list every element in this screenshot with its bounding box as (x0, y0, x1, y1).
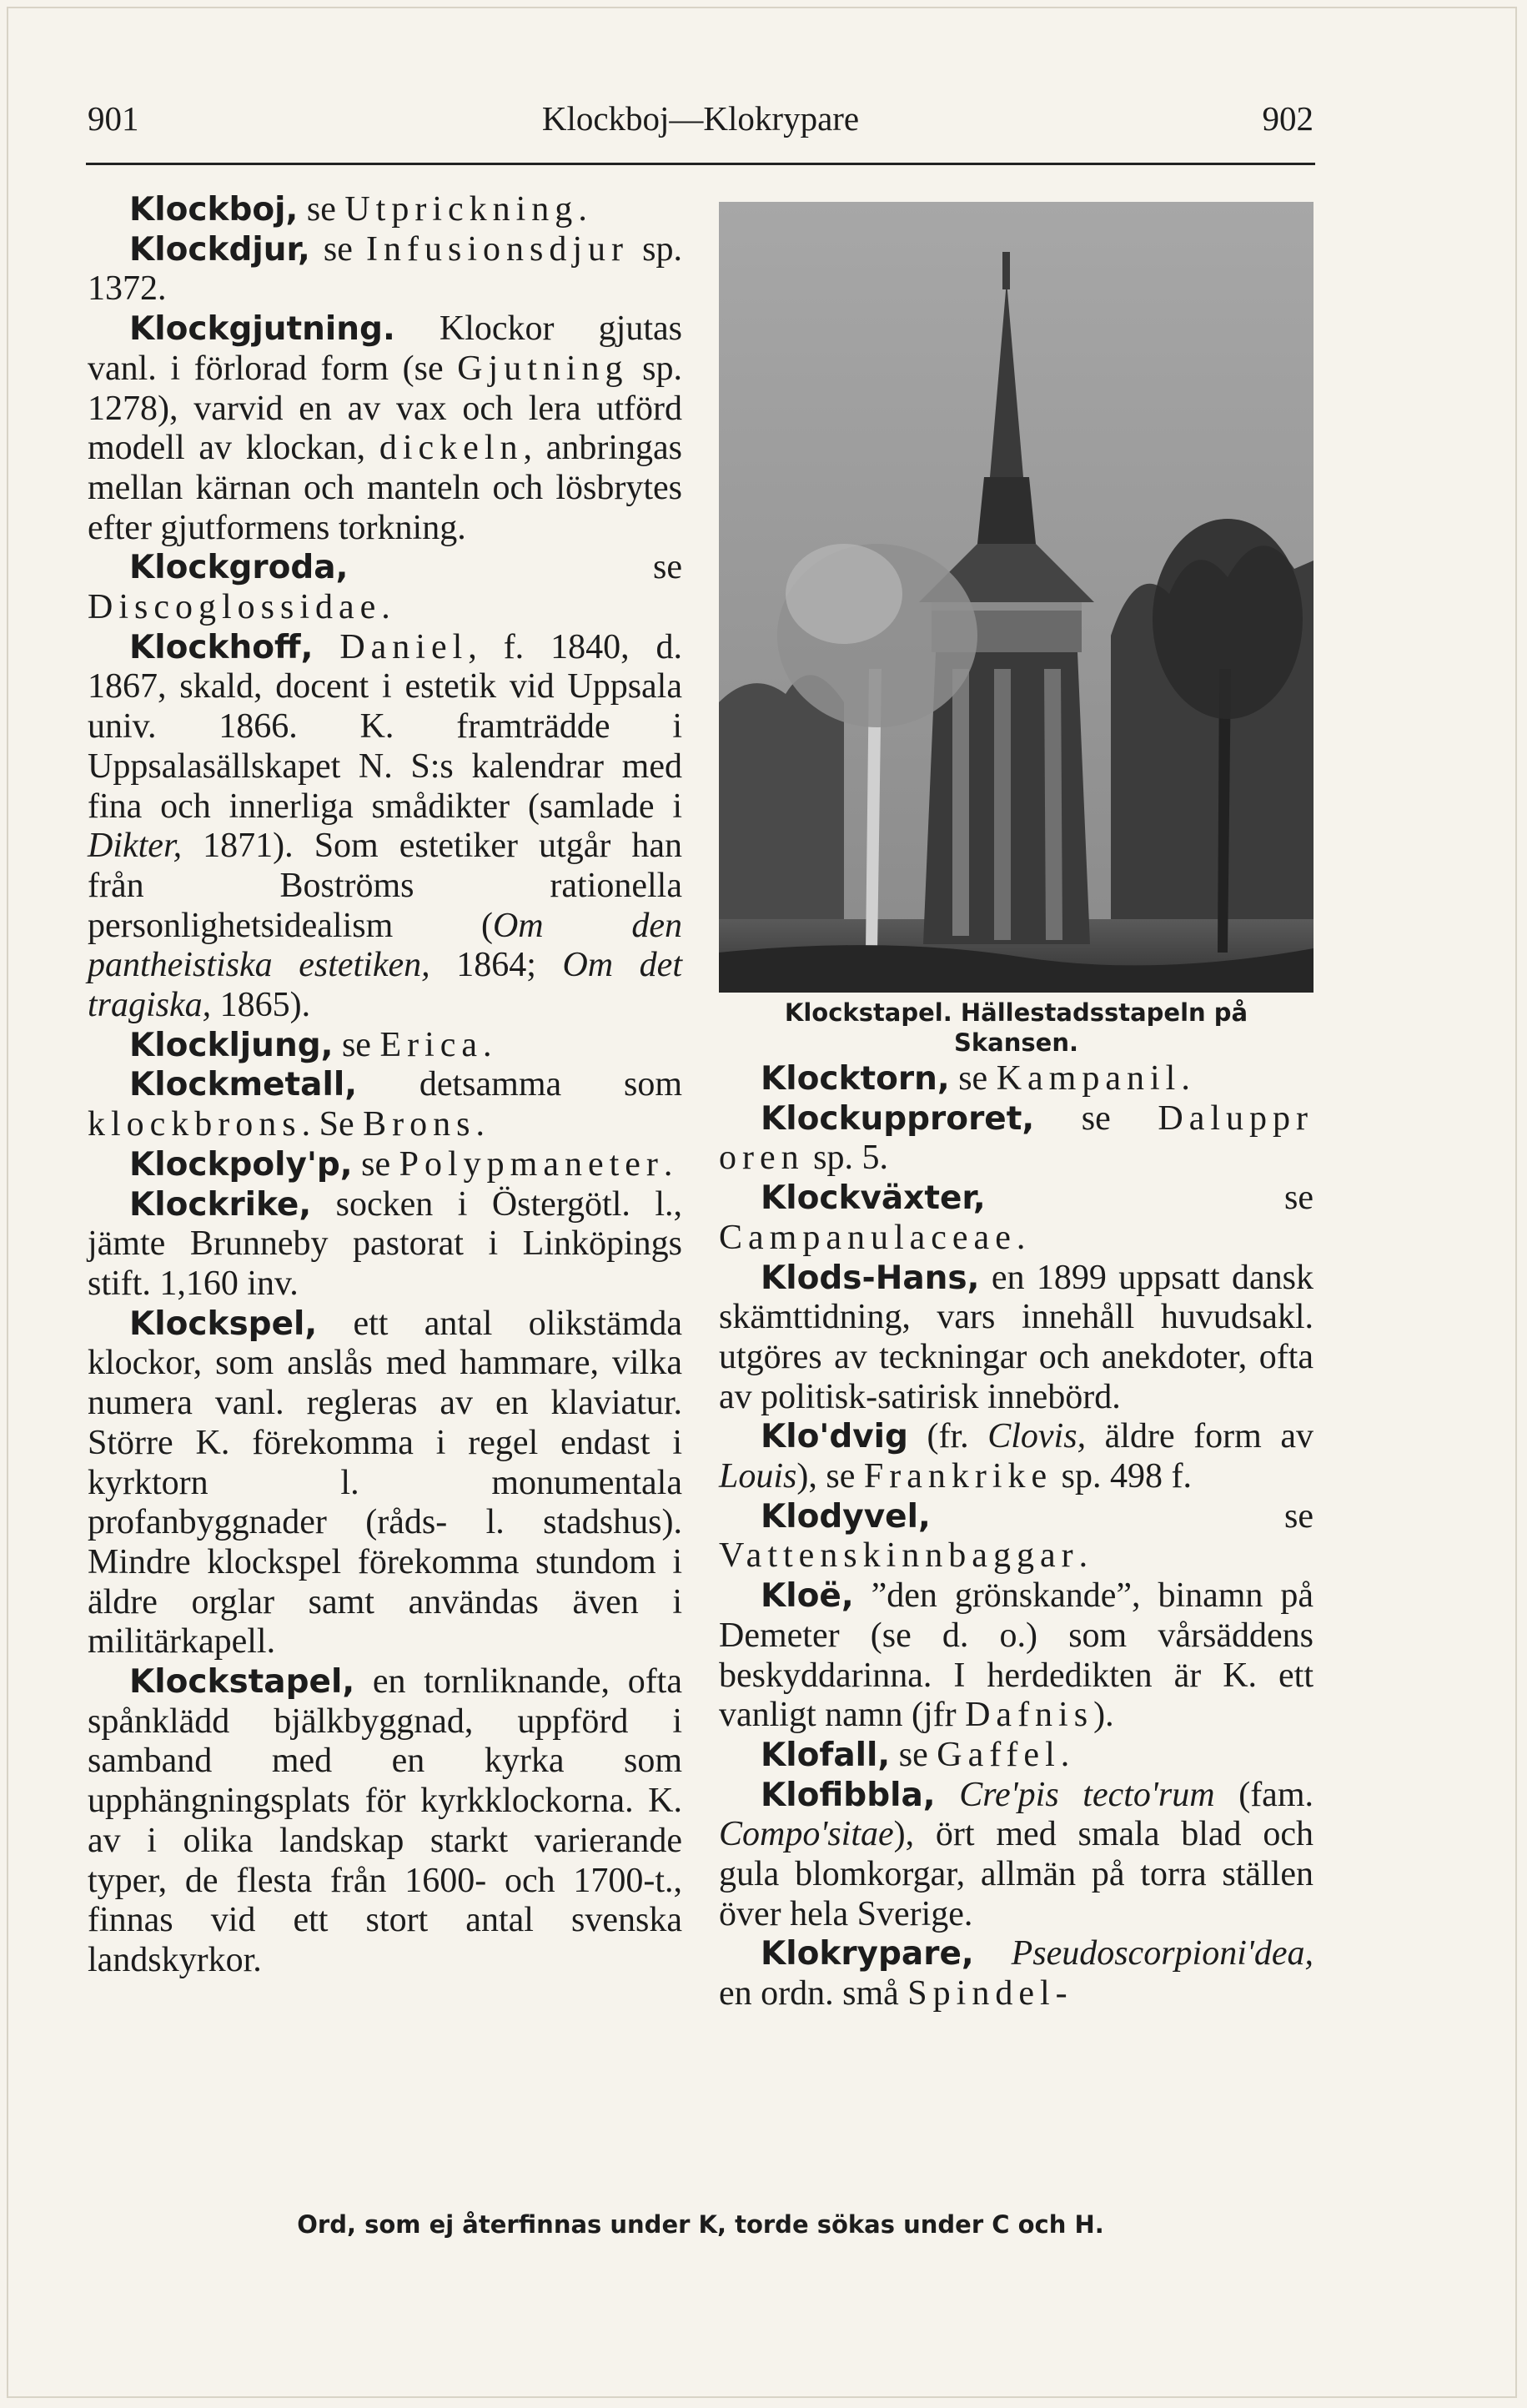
cross-reference: Campanulaceae (719, 1218, 1017, 1257)
entry-headword: Klockrike, (129, 1185, 312, 1224)
cross-reference: Kampanil (996, 1059, 1182, 1098)
entry-text: detsamma som (357, 1065, 682, 1104)
entry-text: ett antal olikstämda klockor, som anslås med hammare, vilka numera vanl. regleras av en klaviatur. Större K. förekomma i regel endast i kyrktorn l. monumentala profanbyggnader (råds- l. stadshus). Mindre klockspel förekomma stundom i äldre orglar samt användas även i militärkapell. (88, 1304, 682, 1661)
entry-text: . (663, 1144, 673, 1184)
italic-text: Compo'sitae (719, 1815, 894, 1854)
entry-headword: Klodyvel, (761, 1497, 931, 1536)
entry-text: ”den grönskande”, binamn på Demeter (se d. o.) som vårsäddens beskyddarinna. I herdedikten är K. ett vanligt namn (jfr (719, 1576, 1314, 1735)
entry-headword: Klocktorn, (761, 1060, 950, 1098)
dictionary-entry (88, 548, 682, 627)
cross-reference: Gaffel (937, 1735, 1061, 1774)
entry-text: , f. 1840, d. 1867, skald, docent i estetik vid Uppsala univ. 1866. K. framträdde i Uppsalasällskapet N. S:s kalendrar med fina och innerliga smådikter (samlade i (88, 627, 682, 826)
entry-text: se (333, 1025, 380, 1064)
dictionary-entry (719, 1934, 1314, 2013)
entry-headword: Klockboj, (129, 191, 299, 229)
entry-headword: Klockväxter, (761, 1179, 986, 1218)
cross-reference: Brons (363, 1105, 476, 1144)
dictionary-entry (88, 628, 682, 1026)
cross-reference: Daniel (339, 627, 469, 666)
entry-headword: Klo'dvig (761, 1418, 908, 1456)
entry-text: 1871). Som estetiker utgår han från Boströms rationella personlighetsidealism ( (88, 827, 682, 945)
dictionary-entry (719, 1576, 1314, 1736)
cross-reference: Polypmaneter (399, 1144, 664, 1184)
dictionary-entry (719, 1059, 1314, 1099)
entry-text (936, 1776, 960, 1814)
dictionary-entry (88, 1065, 682, 1144)
dictionary-entry (719, 1776, 1314, 1935)
entry-text: en ordn. små (719, 1974, 908, 2013)
dictionary-entry (88, 1662, 682, 1981)
entry-text: . (475, 1105, 485, 1144)
entry-text: 1864; (429, 946, 563, 985)
dictionary-entry (719, 1497, 1314, 1576)
entry-text: sp. 5. (804, 1139, 888, 1178)
entry-text: ). (1093, 1696, 1114, 1735)
cross-reference: Spindel- (907, 1974, 1073, 2013)
dictionary-entry (88, 230, 682, 309)
dictionary-entry (88, 1026, 682, 1066)
entry-headword: Klockljung, (129, 1026, 334, 1064)
dictionary-entry (88, 1145, 682, 1185)
entry-text: se (890, 1735, 937, 1774)
entry-headword: Klockgroda, (129, 549, 349, 587)
entry-text: se (949, 1059, 997, 1098)
dictionary-entry (719, 1099, 1314, 1179)
italic-text: Pseudoscorpioni'dea, (1011, 1934, 1314, 1973)
dictionary-entry (719, 1417, 1314, 1496)
footer-note: Ord, som ej återfinnas under K, torde sökas under C och H. (297, 2210, 1104, 2239)
entry-text: en 1899 uppsatt dansk skämttidning, vars innehåll huvudsakl. utgöres av teckningar och anekdoter, ofta av politisk-satirisk innebörd. (719, 1258, 1314, 1416)
entry-text: sp. 1372. (88, 229, 682, 309)
entry-text: äldre form av (1086, 1417, 1314, 1456)
dictionary-entry (719, 1736, 1314, 1776)
entry-headword: Klockdjur, (129, 230, 310, 269)
cross-reference: klockbrons (88, 1105, 302, 1144)
entry-headword: Klofall, (761, 1736, 891, 1774)
entry-text: se (298, 190, 345, 229)
cross-reference: Discoglossidae (88, 588, 382, 627)
entry-headword: Kloë, (761, 1577, 854, 1616)
entry-text: en tornliknande, ofta spånklädd bjälkbyggnad, uppförd i samband med en kyrka som upphängningsplats för kyrkklockorna. K. av i olika landskap starkt varierande typer, de flesta från 1600- och 1700-t., finnas vid ett stort antal svenska landskyrkor. (88, 1662, 682, 1979)
page-number-left: 901 (88, 99, 139, 138)
cross-reference: Erica (379, 1025, 484, 1064)
entry-headword: Klods-Hans, (761, 1259, 980, 1297)
entry-text: sp. 1278), varvid en av vax och lera utförd modell av klockan, (88, 349, 682, 468)
page-number-right: 902 (1262, 99, 1314, 138)
italic-text: Cre'pis tecto'rum (959, 1775, 1215, 1814)
entry-headword: Klockhoff, (129, 628, 314, 666)
entry-text: se (309, 229, 367, 269)
cross-reference: Frankrike (863, 1457, 1053, 1496)
cross-reference: Dafnis (965, 1696, 1094, 1735)
entry-text: , anbringas mellan kärnan och manteln och lösbrytes efter gjutformens torkning. (88, 429, 682, 547)
dictionary-entry (719, 1179, 1314, 1258)
header-rule (86, 163, 1315, 165)
entry-text: . (578, 190, 587, 229)
italic-text: Om den pantheistiska estetiken, (88, 906, 682, 985)
figure-caption: Klockstapel. Hällestadsstapeln på Skansen. (784, 998, 1248, 1057)
entry-text: se (352, 1144, 399, 1184)
klockstapel-photo (719, 202, 1314, 993)
entry-headword: Klockstapel, (129, 1663, 355, 1702)
left-column (88, 190, 682, 1981)
right-column (719, 1059, 1314, 2014)
entry-text (313, 628, 339, 666)
entry-headword: Klockgjutning. (129, 310, 395, 349)
entry-text: ), ört med smala blad och gula blomkorgar, allmän på torra ställen över hela Sverige. (719, 1815, 1314, 1933)
italic-text: Om det tragiska, (88, 946, 682, 1025)
entry-text: . (1060, 1735, 1070, 1774)
entry-text: se (1034, 1098, 1158, 1138)
entry-text: (fam. (1214, 1775, 1314, 1814)
dictionary-entry (88, 1185, 682, 1305)
entry-text: . (1016, 1218, 1026, 1257)
entry-text: . (483, 1025, 492, 1064)
cross-reference: dickeln (379, 429, 524, 468)
entry-text: se (930, 1496, 1314, 1536)
cross-reference: Daluppr oren (719, 1098, 1314, 1178)
entry-text: sp. 498 f. (1052, 1457, 1192, 1496)
entry-text: . Se (301, 1105, 364, 1144)
cross-reference: Vattenskinnbaggar (719, 1536, 1079, 1576)
dictionary-entry (719, 1259, 1314, 1418)
entry-text (974, 1934, 1012, 1973)
entry-text: . (1181, 1059, 1190, 1098)
entry-headword: Klockspel, (129, 1305, 318, 1343)
entry-text: ), se (796, 1457, 864, 1496)
italic-text: Dikter, (88, 827, 183, 866)
running-title: Klockboj—Klokrypare (541, 99, 860, 138)
dictionary-entry (88, 190, 682, 230)
entry-text: se (985, 1179, 1314, 1218)
cross-reference: Utprickning (344, 190, 579, 229)
entry-text: se (348, 548, 682, 587)
entry-headword: Klokrypare, (761, 1935, 974, 1973)
running-head (88, 98, 1314, 148)
italic-text: Clovis, (987, 1417, 1087, 1456)
entry-headword: Klockupproret, (761, 1099, 1035, 1138)
entry-headword: Klockpoly'p, (129, 1145, 353, 1184)
entry-text: . (1078, 1536, 1088, 1576)
entry-text: socken i Östergötl. l., jämte Brunneby pastorat i Linköpings stift. 1,160 inv. (88, 1184, 682, 1303)
italic-text: Louis (719, 1457, 797, 1496)
cross-reference: Infusionsdjur (366, 229, 630, 269)
cross-reference: Gjutning (457, 349, 629, 388)
entry-headword: Klofibbla, (761, 1776, 936, 1814)
entry-headword: Klockmetall, (129, 1066, 358, 1104)
entry-text: (fr. (907, 1417, 988, 1456)
dictionary-entry (88, 1305, 682, 1662)
entry-text: Klockor gjutas vanl. i förlorad form (se (88, 309, 682, 388)
dictionary-entry (88, 309, 682, 548)
entry-text: 1865). (211, 986, 311, 1025)
entry-text: . (381, 588, 390, 627)
